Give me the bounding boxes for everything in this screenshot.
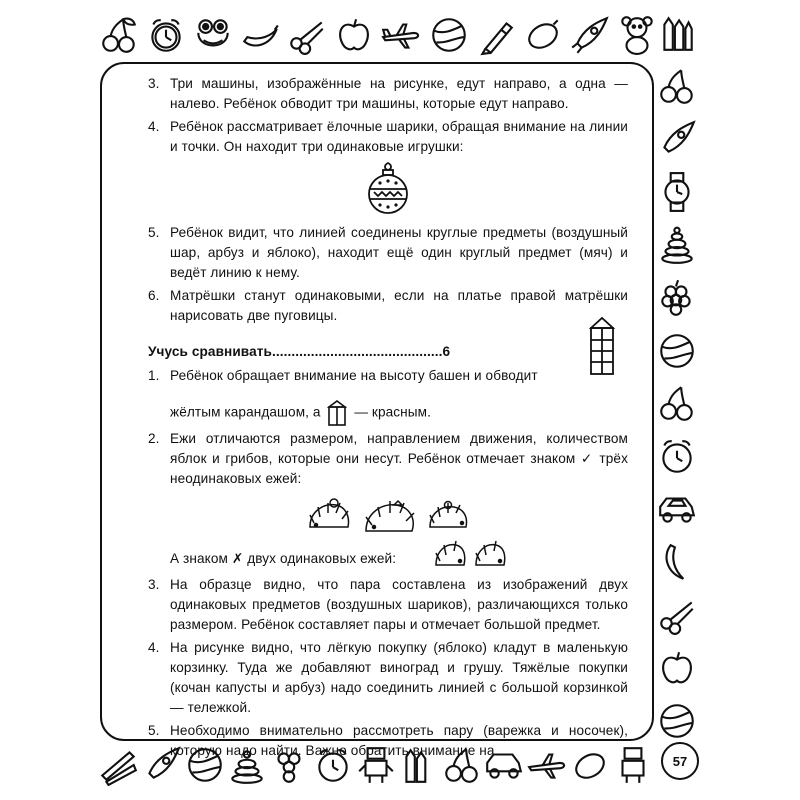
- top-icon-border: [98, 12, 658, 58]
- rocket-icon: [656, 118, 698, 160]
- answer-item: 5. Ребёнок видит, что линией соединены круглые предметы (воздушный шар, арбуз и яблоко), находит ещё один круглый предмет (мяч) и ведёт линию к нему.: [148, 225, 628, 280]
- answer-item: 4. Ребёнок рассматривает ёлочные шарики, обращая внимание на линии и точки. Он находит три одинаковые игрушки:: [148, 119, 628, 154]
- apple-icon: [333, 14, 375, 56]
- hedgehog-icon: [360, 497, 420, 541]
- christmas-ornament-illustration: [148, 161, 628, 217]
- apple-icon: [656, 647, 698, 689]
- answers-text: 3. Три машины, изображённые на рисунке, едут направо, а одна — налево. Ребёнок обводит три машины, которые едут направо. 4. Ребёнок рассматривает ёлочные шарики, обращая внимание на линии и точки. Он находит три одинаковые игрушки: 5. Ребёнок видит, что линией соединены круглые предметы (воздушный шар, арбуз и яблоко), находит ещё один круглый предмет (мяч) и ведёт линию к нему. 6. Матрёшки станут одинаковыми, если на платье правой матрёшки нарисовать две пуговицы. Учусь сравнивать............................................6 1. Ребёнок обращает внимание на высоту башен и обводит жёлтым карандашом, а — красным. 2. Ежи отличаются размером, направлением движения, количеством яблок и грибов, которые они несут. Ребёнок отмечает знаком ✓ трёх неодинаковых ежей: А знаком ✗ двух одинаковых ежей: 3. На образце видно, что пара составлена из изображений двух одинаковых предметов (воздушных шариков), различающихся только размером. Ребёнок составляет пары и отмечает большой предмет. 4. На рисунке видно, что лёгкую покупку (яблоко) кладут в маленькую корзинку. Туда же добавляют виноград и грушу. Тяжёлые покупки (кочан капусты и арбуз) надо соединить линией с большой корзинкой — тележкой. 5. Необходимо внимательно рассмотреть пару (варежка и носочек), которую надо найти. Важно обратить внимание на: [148, 74, 628, 764]
- scissors-icon: [286, 14, 328, 56]
- cherry-icon: [656, 65, 698, 107]
- cherry-icon: [656, 382, 698, 424]
- answer-item: 5. Необходимо внимательно рассмотреть пару (варежка и носочек), которую надо найти. Важно обратить внимание на: [148, 723, 628, 758]
- airplane-icon: [380, 14, 422, 56]
- christmas-ball-icon: [366, 161, 410, 217]
- watch-icon: [656, 171, 698, 213]
- lemon-icon: [522, 14, 564, 56]
- short-tower-icon: [327, 400, 347, 426]
- right-icon-border: [654, 12, 700, 742]
- section-heading: Учусь сравнивать............................................6: [148, 342, 628, 362]
- answer-item: 3. Три машины, изображённые на рисунке, едут направо, а одна — налево. Ребёнок обводит три машины, которые едут направо.: [148, 76, 628, 111]
- hedgehog-icon: [426, 497, 472, 537]
- banana-icon: [239, 14, 281, 56]
- crayon-icon: [475, 14, 517, 56]
- cross-mark-icon: ✗: [231, 551, 244, 566]
- hedgehog-icon: [304, 497, 354, 537]
- alarm-clock-icon: [145, 14, 187, 56]
- ball-icon: [656, 330, 698, 372]
- check-mark-icon: ✓: [580, 451, 594, 466]
- answer-item: 6. Матрёшки станут одинаковыми, если на платье правой матрёшки нарисовать две пуговицы.: [148, 288, 628, 323]
- ball-icon: [428, 14, 470, 56]
- crayons-icon: [98, 744, 140, 786]
- page-number: 57: [661, 742, 699, 780]
- crayons-icon: [656, 12, 698, 54]
- hedgehog-icon: [472, 537, 508, 571]
- car-icon: [656, 488, 698, 530]
- answer-item: 2. Ежи отличаются размером, направлением движения, количеством яблок и грибов, которые они несут. Ребёнок отмечает знаком ✓ трёх неодинаковых ежей:: [148, 431, 628, 486]
- ball-icon: [656, 700, 698, 742]
- grapes-icon: [656, 277, 698, 319]
- alarm-clock-icon: [656, 435, 698, 477]
- frog-icon: [192, 14, 234, 56]
- teddy-bear-icon: [616, 14, 658, 56]
- answer-item: 3. На образце видно, что пара составлена из изображений двух одинаковых предметов (воздушных шариков), различающихся только размером. Ребёнок составляет пары и отмечает большой предмет.: [148, 577, 628, 632]
- cherry-icon: [98, 14, 140, 56]
- banana-icon: [656, 541, 698, 583]
- hedgehog-icon: [432, 537, 468, 571]
- scissors-icon: [656, 594, 698, 636]
- rocket-icon: [569, 14, 611, 56]
- pyramid-toy-icon: [656, 224, 698, 266]
- answer-item: 4. На рисунке видно, что лёгкую покупку (яблоко) кладут в маленькую корзинку. Туда же добавляют виноград и грушу. Тяжёлые покупки (кочан капусты и арбуз) надо соединить линией с большой корзинкой — тележкой.: [148, 640, 628, 715]
- answer-item: 1. Ребёнок обращает внимание на высоту башен и обводит жёлтым карандашом, а — красным.: [148, 366, 628, 426]
